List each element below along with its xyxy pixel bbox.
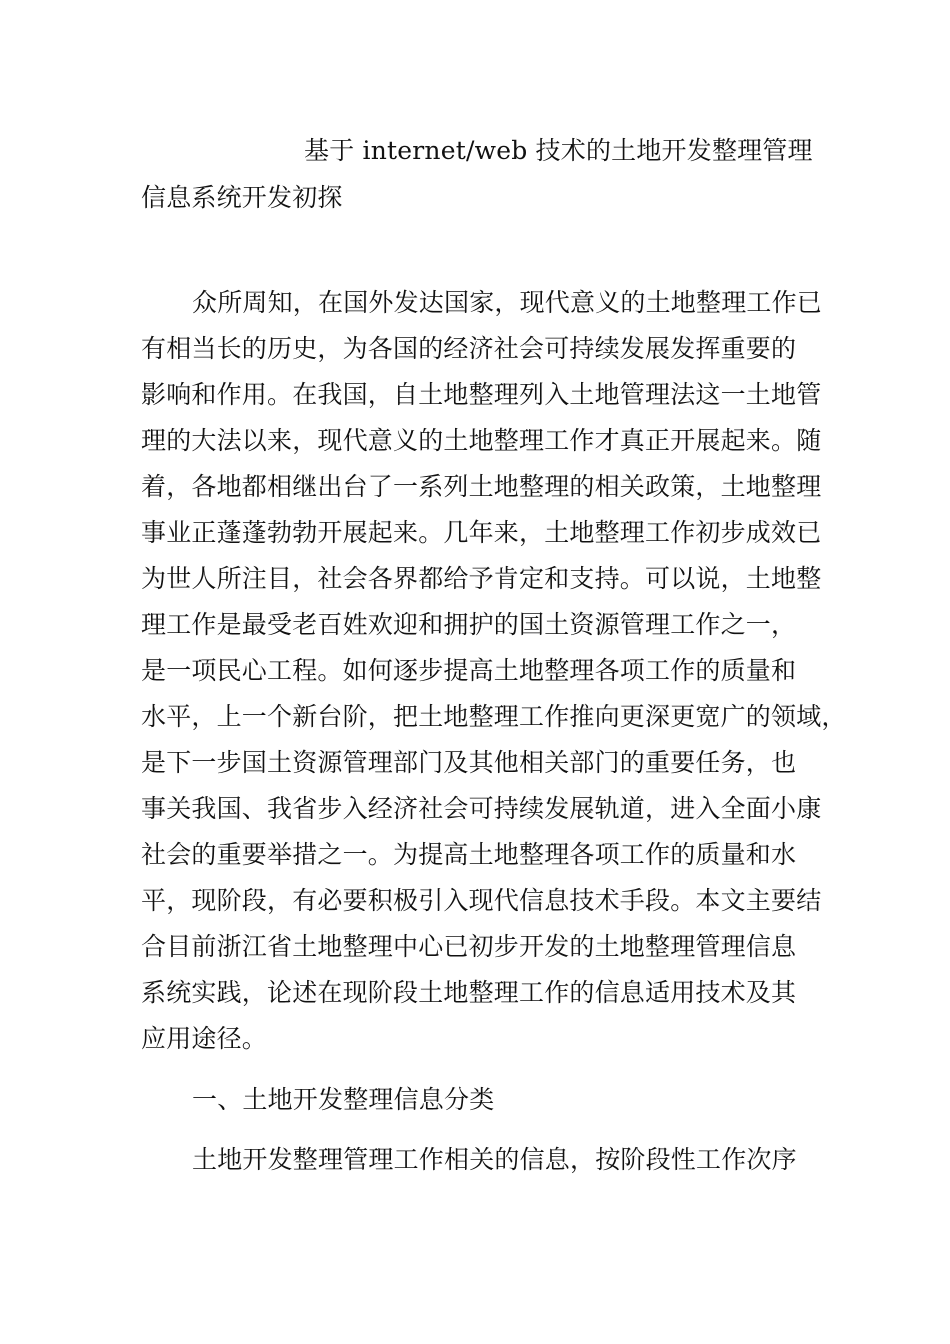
- paragraph-line: 理工作是最受老百姓欢迎和拥护的国土资源管理工作之一，: [141, 610, 797, 639]
- paragraph-line: 是一项民心工程。如何逐步提高土地整理各项工作的质量和: [141, 656, 797, 685]
- title-line-2: 信息系统开发初探: [141, 183, 343, 212]
- section-heading: 一、土地开发整理信息分类: [192, 1085, 495, 1114]
- title-line-1: 基于 internet/web 技术的土地开发整理管理: [304, 136, 813, 165]
- paragraph-line: 合目前浙江省土地整理中心已初步开发的土地整理管理信息: [141, 932, 797, 961]
- paragraph-line: 影响和作用。在我国，自土地整理列入土地管理法这一土地管: [141, 380, 822, 409]
- paragraph-line: 有相当长的历史，为各国的经济社会可持续发展发挥重要的: [141, 334, 797, 363]
- paragraph-line: 是下一步国土资源管理部门及其他相关部门的重要任务，也: [141, 748, 797, 777]
- paragraph-line: 理的大法以来，现代意义的土地整理工作才真正开展起来。随: [141, 426, 822, 455]
- paragraph-line: 应用途径。: [141, 1024, 268, 1053]
- paragraph-line: 土地开发整理管理工作相关的信息，按阶段性工作次序: [192, 1145, 797, 1174]
- paragraph-line: 众所周知，在国外发达国家，现代意义的土地整理工作已: [192, 288, 823, 317]
- paragraph-line: 水平，上一个新台阶，把土地整理工作推向更深更宽广的领域，: [141, 702, 847, 731]
- paragraph-line: 事业正蓬蓬勃勃开展起来。几年来，土地整理工作初步成效已: [141, 518, 822, 547]
- paragraph-line: 为世人所注目，社会各界都给予肯定和支持。可以说，土地整: [141, 564, 822, 593]
- paragraph-line: 系统实践，论述在现阶段土地整理工作的信息适用技术及其: [141, 978, 797, 1007]
- paragraph-line: 社会的重要举措之一。为提高土地整理各项工作的质量和水: [141, 840, 797, 869]
- paragraph-line: 着，各地都相继出台了一系列土地整理的相关政策，土地整理: [141, 472, 822, 501]
- paragraph-line: 事关我国、我省步入经济社会可持续发展轨道，进入全面小康: [141, 794, 822, 823]
- paragraph-line: 平，现阶段，有必要积极引入现代信息技术手段。本文主要结: [141, 886, 822, 915]
